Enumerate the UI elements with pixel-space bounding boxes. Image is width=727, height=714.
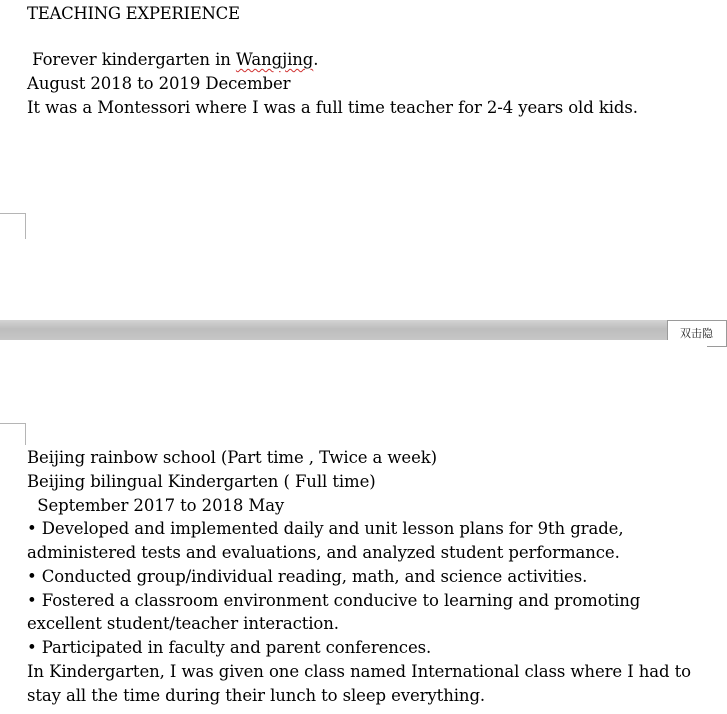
paragraph-line[interactable]: In Kindergarten, I was given one class named International class where I had to: [27, 662, 692, 681]
document-page-2: [0, 340, 707, 714]
bullet-line[interactable]: • Participated in faculty and parent conferences.: [27, 638, 432, 657]
spellcheck-flagged-word[interactable]: Wangjing: [235, 50, 314, 69]
section-heading: TEACHING EXPERIENCE: [27, 4, 240, 23]
paragraph-dates-1[interactable]: August 2018 to 2019 December: [27, 74, 291, 93]
paragraph-employer-1[interactable]: [27, 48, 318, 72]
page-corner-marker: [0, 423, 26, 445]
document-page-1: [0, 0, 707, 320]
hide-whitespace-tooltip: 双击隐: [667, 320, 727, 347]
paragraph-line[interactable]: stay all the time during their lunch to sleep everything.: [27, 686, 486, 705]
bullet-line[interactable]: • Conducted group/individual reading, math, and science activities.: [27, 567, 588, 586]
paragraph-line[interactable]: administered tests and evaluations, and analyzed student performance.: [27, 543, 620, 562]
page-corner-marker: [0, 213, 26, 239]
bullet-line[interactable]: • Developed and implemented daily and unit lesson plans for 9th grade,: [27, 519, 624, 538]
page-break-gap[interactable]: [0, 320, 707, 340]
paragraph-line[interactable]: excellent student/teacher interaction.: [27, 614, 339, 633]
paragraph-line[interactable]: September 2017 to 2018 May: [27, 496, 285, 515]
paragraph-line[interactable]: Beijing bilingual Kindergarten ( Full time): [27, 472, 376, 491]
bullet-line[interactable]: • Fostered a classroom environment conducive to learning and promoting: [27, 591, 641, 610]
employer-1-prefix: Forever kindergarten in: [27, 50, 236, 69]
employer-1-suffix: .: [313, 50, 319, 69]
paragraph-description-1[interactable]: It was a Montessori where I was a full time teacher for 2-4 years old kids.: [27, 98, 638, 117]
paragraph-line[interactable]: Beijing rainbow school (Part time , Twice a week): [27, 448, 438, 467]
